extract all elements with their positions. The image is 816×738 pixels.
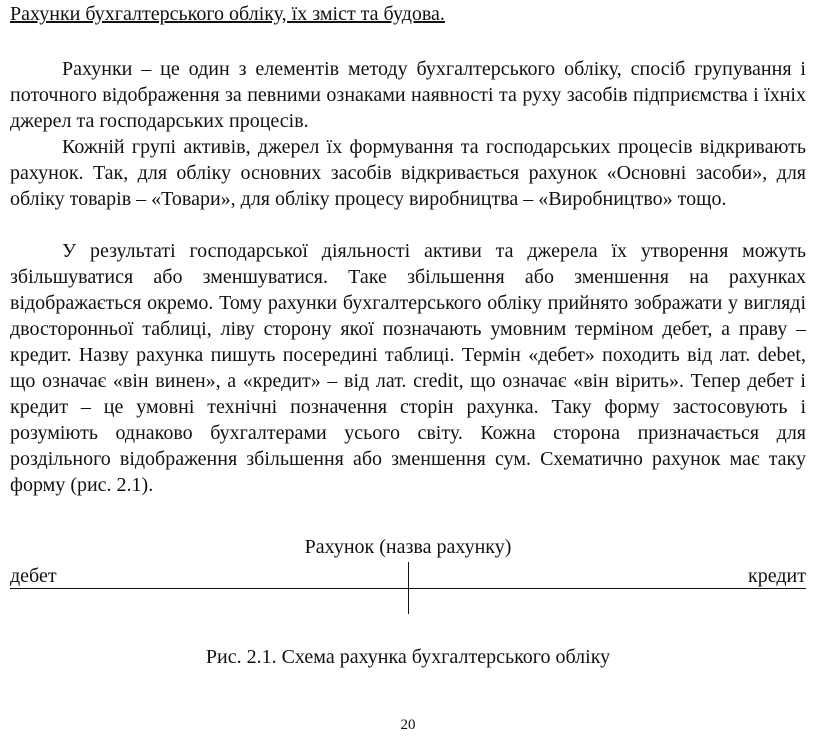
figure-caption: Рис. 2.1. Схема рахунка бухгалтерського обліку — [205, 646, 611, 668]
debit-label: дебет — [10, 565, 57, 587]
paragraph-account-opening: Кожній групі активів, джерел їх формування та господарських процесів відкривають рахунок. Так, для обліку основних засобів відкривається рахунок «Основні засоби», для обліку товарів – «Товари», для обліку процесу виробництва – «Виробництво» тощо. — [10, 136, 806, 210]
paragraph-accounts-definition: Рахунки – це один з елементів методу бухгалтерського обліку, спосіб групування і поточного відображення за певними ознаками наявності та руху засобів підприємства і їхніх джерел та господарських процесів. — [10, 58, 806, 132]
t-account-vertical-line — [408, 562, 409, 614]
section-heading: Рахунки бухгалтерського обліку, їх зміст та будова. — [10, 3, 445, 25]
credit-label: кредит — [748, 565, 806, 587]
page-number: 20 — [400, 717, 416, 733]
account-title: Рахунок (назва рахунку) — [304, 536, 512, 558]
paragraph-debit-credit: У результаті господарської діяльності активи та джерела їх утворення можуть збільшуватися або зменшуватися. Таке збільшення або зменшення на рахунках відображається окремо. Тому рахунки бухгалтерського обліку прийнято зображати у вигляді двосторонньої таблиці, ліву сторону якої позначають умовним терміном дебет, а праву – кредит. Назву рахунка пишуть посередині таблиці. Термін «дебет» походить від лат. debet, що означає «він винен», а «кредит» – від лат. credit, що означає «він вірить». Тепер дебет і кредит – це умовні технічні позначення сторін рахунка. Таку форму застосовують і розуміють однаково бухгалтерами усього світу. Кожна сторона призначається для роздільного відображення збільшення або зменшення сум. Схематично рахунок має таку форму (рис. 2.1). — [10, 240, 806, 496]
